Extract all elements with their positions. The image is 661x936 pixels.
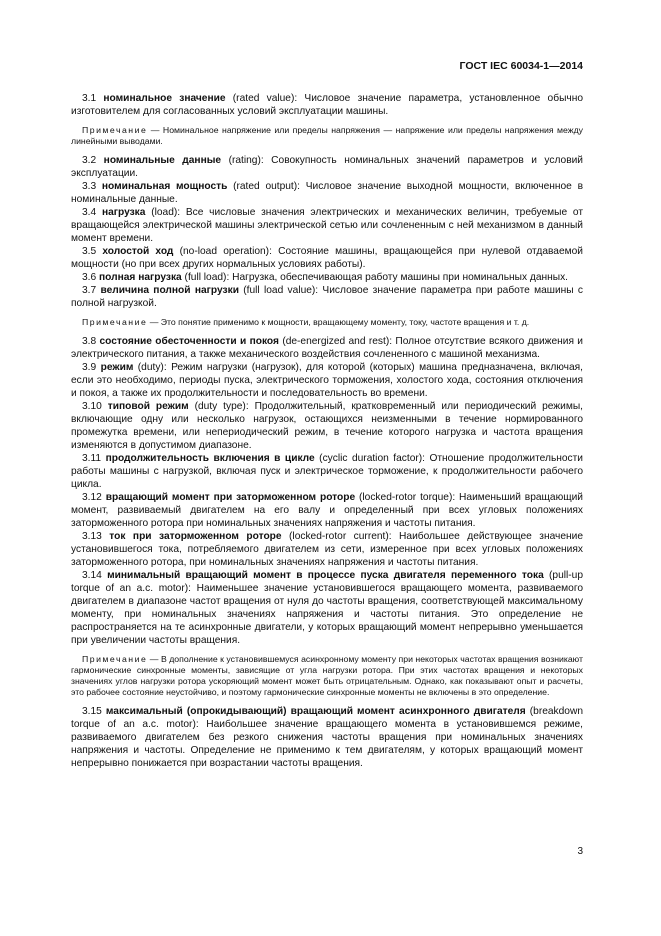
term-definition: (duty type): Продолжительный, кратковременный или периодический режимы, включающие одну или несколько нагрузок, остающихся неизменными в течение нормированного промежутка времени, или непериодический режим, в течение которого нагрузка и частота вращения изменяются в допустимом диапазоне.: [71, 401, 583, 451]
term-definition: (rated output): Числовое значение выходной мощности, включенное в номинальные данные.: [71, 181, 583, 205]
term-definition: (locked-rotor torque): Наименьший вращающий момент, развиваемый двигателем на его валу и определенный при всех угловых положениях заторможенного ротора при номинальных значениях напряжения и частоты питания.: [71, 492, 583, 529]
term-number: 3.1: [82, 93, 97, 104]
term-name: типовой режим: [107, 401, 189, 412]
term-number: 3.6: [82, 272, 97, 283]
term-3-14: [71, 569, 583, 647]
term-3-12: [71, 491, 583, 530]
term-name: полная нагрузка: [99, 272, 182, 283]
term-name: вращающий момент при заторможенном роторе: [105, 492, 356, 503]
term-definition: (load): Все числовые значения электрических и механических величин, требуемые от вращающейся электрической машины электрической сетью или сочлененным с ней механизмом в данный момент времени.: [71, 207, 584, 244]
term-definition: (rating): Совокупность номинальных значений параметров и условий эксплуатации.: [71, 155, 583, 179]
note-text: — В дополнение к установившемуся асинхронному моменту при некоторых частотах вращения возникают гармонические синхронные моменты, зависящие от угла нагрузки ротора. При этих частотах вращения и некоторых значениях углов нагрузки ротора ускоряющий момент может быть отрицательным. Однако, как показывают опыт и расчеты, это рабочее состояние неустойчиво, и поэтому гармонические синхронные моменты не включены в это определение.: [71, 654, 583, 697]
term-definition: (breakdown torque of an a.c. motor): Наибольшее значение вращающего момента в установившемся режиме, развиваемого двигателем без резкого снижения частоты вращения при номинальных значениях напряжения и частоты. Определение не применимо к тем двигателям, у которых вращающий момент непрерывно понижается при возрастании частоты вращения.: [71, 706, 583, 769]
term-definition: (full load value): Числовое значение параметра при работе машины с полной нагрузкой.: [71, 285, 583, 309]
note-text: — Это понятие применимо к мощности, вращающему моменту, току, частоте вращения и т. д.: [147, 317, 530, 327]
term-definition: (de-energized and rest): Полное отсутствие всякого движения и электрического питания, а также механического воздействия сочлененного с машиной механизма.: [71, 336, 583, 360]
term-number: 3.10: [82, 401, 102, 412]
term-name: состояние обесточенности и покоя: [99, 336, 279, 347]
term-number: 3.9: [82, 362, 97, 373]
term-3-2: [71, 154, 583, 180]
term-number: 3.4: [82, 207, 97, 218]
term-name: максимальный (опрокидывающий) вращающий момент асинхронного двигателя: [105, 706, 526, 717]
term-number: 3.7: [82, 285, 97, 296]
term-number: 3.12: [82, 492, 102, 503]
term-number: 3.15: [82, 706, 102, 717]
note: [71, 317, 583, 328]
note: [71, 125, 583, 147]
term-3-11: [71, 452, 583, 491]
term-number: 3.14: [82, 570, 102, 581]
note-label: Примечание: [82, 317, 148, 327]
term-3-9: [71, 361, 583, 400]
term-name: режим: [100, 362, 134, 373]
term-definition: (no-load operation): Состояние машины, вращающейся при нулевой отдаваемой мощности (но при всех других нормальных условиях работы).: [71, 246, 583, 270]
term-3-5: [71, 245, 583, 271]
term-definition: (rated value): Числовое значение параметра, установленное обычно изготовителем для согласованных условий эксплуатации машины.: [71, 93, 583, 117]
document-header: ГОСТ IEC 60034-1—2014: [459, 60, 583, 72]
term-name: нагрузка: [101, 207, 146, 218]
term-3-7: [71, 284, 583, 310]
term-number: 3.2: [82, 155, 97, 166]
term-number: 3.5: [82, 246, 97, 257]
term-3-15: [71, 705, 583, 770]
term-number: 3.13: [82, 531, 102, 542]
term-name: номинальная мощность: [101, 181, 228, 192]
term-number: 3.11: [82, 453, 102, 464]
term-definition: (duty): Режим нагрузки (нагрузок), для которой (которых) машина предназначена, включая, если это необходимо, периоды пуска, электрического торможения, холостого хода, состояния отключения и покоя, а также их продолжительности и последовательность во времени.: [71, 362, 583, 399]
term-name: ток при заторможенном роторе: [109, 531, 282, 542]
term-number: 3.8: [82, 336, 97, 347]
term-3-8: [71, 335, 583, 361]
page-number: 3: [577, 846, 583, 857]
term-3-4: [71, 206, 583, 245]
term-definition: (locked-rotor current): Наибольшее действующее значение установившегося тока, потребляемого двигателем из сети, измеренное при всех угловых положениях заторможенного ротора, при номинальных значениях напряжения и частоты питания.: [71, 531, 583, 568]
term-name: минимальный вращающий момент в процессе пуска двигателя переменного тока: [107, 570, 544, 581]
term-definition: (pull-up torque of an a.c. motor): Наименьшее значение установившегося вращающего момента, развиваемого двигателем в диапазоне частот вращения от нуля до частоты вращения, соответствующей максимальному моменту, при номинальных значениях напряжения и частоты питания. Это определение не распространяется на те асинхронные двигатели, у которых вращающий момент непрерывно уменьшается при увеличении частоты вращения.: [71, 570, 583, 646]
term-name: величина полной нагрузки: [100, 285, 239, 296]
note-label: Примечание: [82, 654, 148, 664]
term-3-10: [71, 400, 583, 452]
note-label: Примечание: [82, 125, 148, 135]
term-name: продолжительность включения в цикле: [105, 453, 315, 464]
note: [71, 654, 583, 698]
term-name: холостой ход: [102, 246, 174, 257]
term-3-3: [71, 180, 583, 206]
term-3-6: [71, 271, 583, 284]
term-3-13: [71, 530, 583, 569]
term-definition: (full load): Нагрузка, обеспечивающая работу машины при номинальных данных.: [181, 272, 568, 283]
term-number: 3.3: [82, 181, 97, 192]
term-definition: (cyclic duration factor): Отношение продолжительности работы машины с нагрузкой, включая пуск и электрическое торможение, к продолжительности рабочего цикла.: [71, 453, 583, 490]
term-name: номинальное значение: [103, 93, 226, 104]
term-3-1: [71, 92, 583, 118]
note-text: — Номинальное напряжение или пределы напряжения — напряжение или пределы напряжения между линейными выводами.: [71, 125, 583, 146]
term-name: номинальные данные: [103, 155, 222, 166]
